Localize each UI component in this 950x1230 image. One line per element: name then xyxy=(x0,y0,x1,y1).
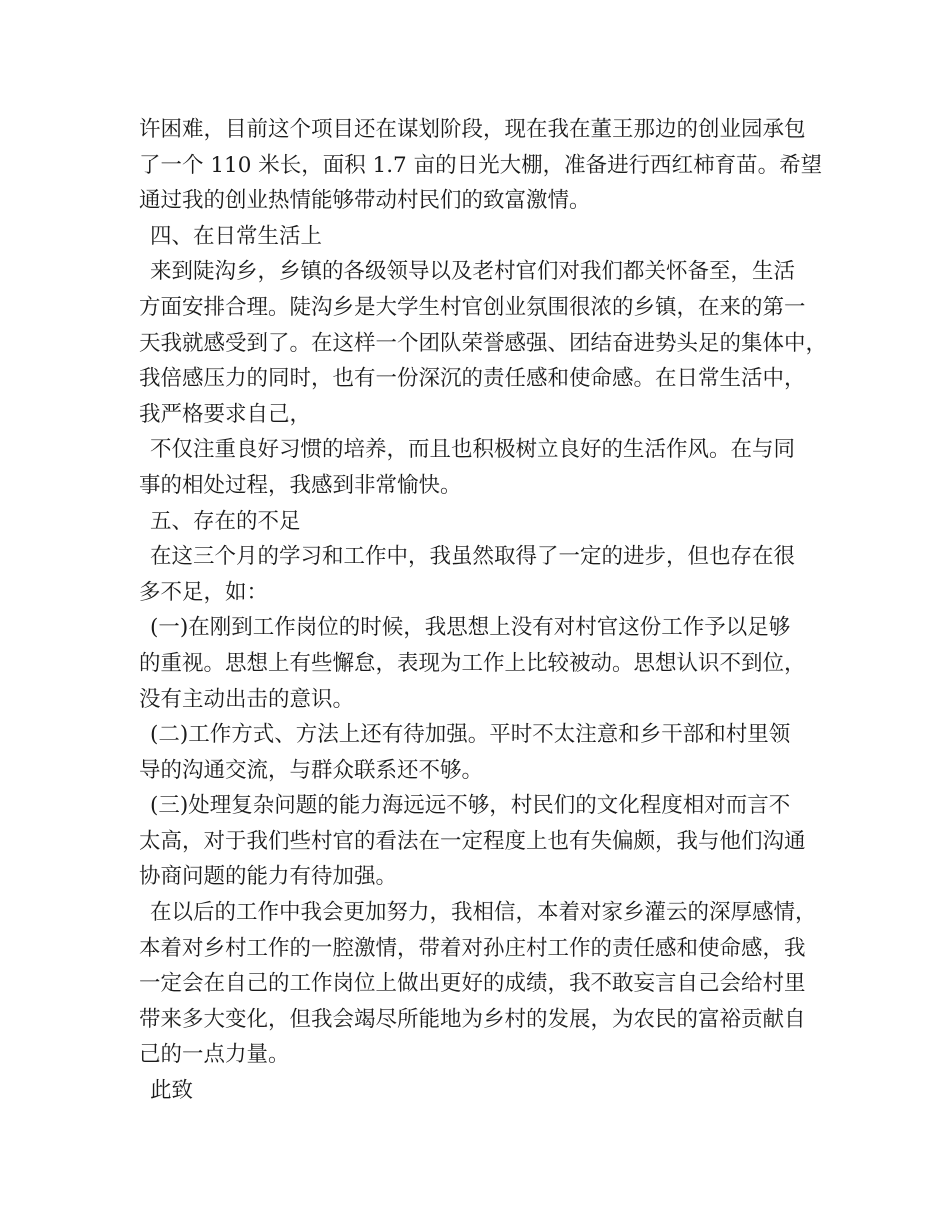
text-line: 在这三个月的学习和工作中，我虽然取得了一定的进步，但也存在很 xyxy=(150,544,796,570)
text-line: 来到陡沟乡，乡镇的各级领导以及老村官们对我们都关怀备至，生活 xyxy=(150,259,796,285)
text-line: 一定会在自己的工作岗位上做出更好的成绩，我不敢妄言自己会给村里 xyxy=(139,971,806,997)
section-heading-shortcomings: 五、存在的不足 xyxy=(150,508,301,534)
text-line: 方面安排合理。陡沟乡是大学生村官创业氛围很浓的乡镇，在来的第一 xyxy=(139,294,806,320)
text-line: 了一个 110 米长，面积 1.7 亩的日光大棚，准备进行西红柿育苗。希望 xyxy=(139,152,823,178)
text-line: 我倍感压力的同时，也有一份深沉的责任感和使命感。在日常生活中， xyxy=(139,366,806,392)
text-line: 许困难，目前这个项目还在谋划阶段，现在我在董王那边的创业园承包 xyxy=(139,117,806,142)
text-line: 协商问题的能力有待加强。 xyxy=(139,864,398,890)
text-line: 本着对乡村工作的一腔激情，带着对孙庄村工作的责任感和使命感，我 xyxy=(139,935,806,961)
closing-salutation: 此致 xyxy=(150,1078,194,1104)
text-line: 我严格要求自己， xyxy=(139,401,312,427)
text-line: 带来多大变化，但我会竭尽所能地为乡村的发展，为农民的富裕贡献自 xyxy=(139,1006,806,1032)
text-line: 在以后的工作中我会更加努力，我相信，本着对家乡灌云的深厚感情， xyxy=(150,900,817,926)
section-heading-daily-life: 四、在日常生活上 xyxy=(150,223,323,249)
list-item-1: (一)在刚到工作岗位的时候，我思想上没有对村官这份工作予以足够 xyxy=(150,615,791,641)
text-line: 导的沟通交流，与群众联系还不够。 xyxy=(139,757,484,783)
list-item-3: (三)处理复杂问题的能力海远远不够，村民们的文化程度相对而言不 xyxy=(150,793,791,819)
text-line: 太高，对于我们些村官的看法在一定程度上也有失偏颇，我与他们沟通 xyxy=(139,828,806,854)
text-line: 事的相处过程，我感到非常愉快。 xyxy=(139,472,462,498)
text-line: 不仅注重良好习惯的培养，而且也积极树立良好的生活作风。在与同 xyxy=(150,437,796,463)
text-line: 的重视。思想上有些懈怠，表现为工作上比较被动。思想认识不到位， xyxy=(139,650,806,676)
text-line: 通过我的创业热情能够带动村民们的致富激情。 xyxy=(139,188,591,214)
text-line: 多不足，如： xyxy=(139,579,269,605)
text-line: 没有主动出击的意识。 xyxy=(139,686,355,712)
text-line: 己的一点力量。 xyxy=(139,1042,290,1068)
list-item-2: (二)工作方式、方法上还有待加强。平时不太注意和乡干部和村里领 xyxy=(150,722,791,748)
text-line: 天我就感受到了。在这样一个团队荣誉感强、团结奋进势头足的集体中， xyxy=(139,330,828,356)
document-body xyxy=(139,112,828,1109)
